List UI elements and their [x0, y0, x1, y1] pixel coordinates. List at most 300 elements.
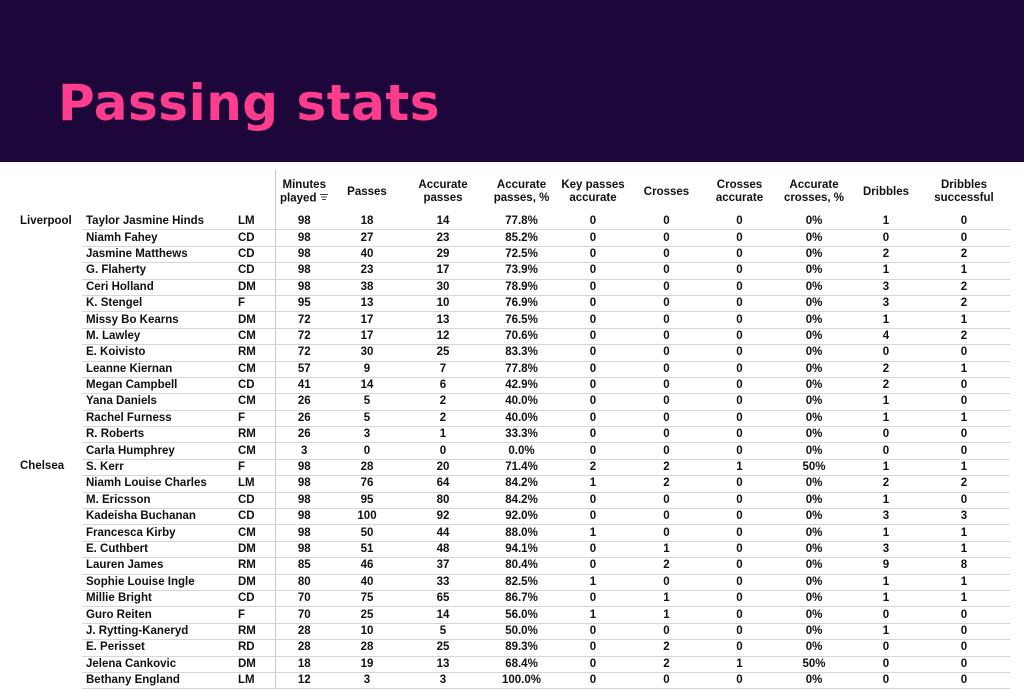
player-position: F — [236, 410, 275, 426]
stat-cell: 0 — [705, 541, 774, 557]
stat-cell: 98 — [275, 525, 333, 541]
player-name: R. Roberts — [82, 427, 236, 443]
stat-cell: 28 — [333, 640, 401, 656]
stat-cell: 0 — [558, 214, 628, 230]
stat-cell: 88.0% — [485, 525, 558, 541]
stat-cell: 73.9% — [485, 263, 558, 279]
stat-cell: 77.8% — [485, 214, 558, 230]
stat-cell: 0 — [558, 361, 628, 377]
player-position: DM — [236, 574, 275, 590]
table-row — [14, 427, 1010, 443]
stat-cell: 40 — [333, 574, 401, 590]
stat-cell: 0 — [628, 574, 705, 590]
stat-cell: 0 — [705, 394, 774, 410]
stat-cell: 0 — [558, 377, 628, 393]
stat-cell: 89.3% — [485, 640, 558, 656]
stat-cell: 0 — [705, 263, 774, 279]
player-position: DM — [236, 279, 275, 295]
stat-cell: 30 — [333, 345, 401, 361]
player-position: RM — [236, 558, 275, 574]
table-row — [14, 328, 1010, 344]
stat-cell: 0 — [705, 672, 774, 688]
player-position: RD — [236, 640, 275, 656]
stat-cell: 0 — [918, 377, 1010, 393]
stat-cell: 3 — [918, 509, 1010, 525]
stat-cell: 28 — [275, 623, 333, 639]
stat-cell: 0 — [705, 509, 774, 525]
stat-cell: 1 — [854, 574, 918, 590]
column-header-3 — [401, 170, 485, 214]
stat-cell: 98 — [275, 246, 333, 262]
column-header-8 — [774, 170, 854, 214]
stat-cell: 0 — [705, 377, 774, 393]
stat-cell: 77.8% — [485, 361, 558, 377]
table-row — [14, 345, 1010, 361]
stat-cell: 0 — [628, 214, 705, 230]
stat-cell: 8 — [918, 558, 1010, 574]
stat-cell: 68.4% — [485, 656, 558, 672]
stat-cell: 98 — [275, 509, 333, 525]
stat-cell: 41 — [275, 377, 333, 393]
column-header-label: Crosses — [643, 185, 690, 198]
stat-cell: 1 — [854, 525, 918, 541]
stat-cell: 0 — [705, 427, 774, 443]
stat-cell: 14 — [333, 377, 401, 393]
passing-stats-table — [14, 170, 1010, 689]
stat-cell: 50 — [333, 525, 401, 541]
stat-cell: 17 — [333, 312, 401, 328]
stat-cell: 0 — [854, 607, 918, 623]
stat-cell: 82.5% — [485, 574, 558, 590]
stat-cell: 50.0% — [485, 623, 558, 639]
stat-cell: 83.3% — [485, 345, 558, 361]
stat-cell: 3 — [854, 509, 918, 525]
player-position: CD — [236, 590, 275, 606]
stat-cell: 0 — [558, 509, 628, 525]
stat-cell: 1 — [854, 410, 918, 426]
stat-cell: 26 — [275, 427, 333, 443]
stat-cell: 0 — [854, 443, 918, 459]
stat-cell: 85 — [275, 558, 333, 574]
player-name: Carla Humphrey — [82, 443, 236, 459]
stat-cell: 0% — [774, 525, 854, 541]
stat-cell: 0 — [558, 312, 628, 328]
stat-cell: 3 — [401, 672, 485, 688]
stat-cell: 50% — [774, 459, 854, 475]
stat-cell: 0 — [705, 295, 774, 311]
table-row — [14, 558, 1010, 574]
stat-cell: 0 — [558, 492, 628, 508]
stat-cell: 0 — [918, 394, 1010, 410]
stat-cell: 13 — [401, 656, 485, 672]
table-row — [14, 410, 1010, 426]
stat-cell: 40 — [333, 246, 401, 262]
player-name: Megan Campbell — [82, 377, 236, 393]
stat-cell: 98 — [275, 230, 333, 246]
stat-cell: 1 — [628, 590, 705, 606]
player-name: Ceri Holland — [82, 279, 236, 295]
stat-cell: 0% — [774, 377, 854, 393]
player-name: Kadeisha Buchanan — [82, 509, 236, 525]
stat-cell: 95 — [333, 492, 401, 508]
table-row — [14, 279, 1010, 295]
stat-cell: 0% — [774, 492, 854, 508]
stat-cell: 0 — [705, 590, 774, 606]
stat-cell: 80.4% — [485, 558, 558, 574]
stat-cell: 0 — [628, 279, 705, 295]
stat-cell: 17 — [333, 328, 401, 344]
stat-cell: 17 — [401, 263, 485, 279]
stat-cell: 1 — [628, 541, 705, 557]
stat-cell: 98 — [275, 279, 333, 295]
player-name: Bethany England — [82, 672, 236, 688]
stat-cell: 1 — [918, 312, 1010, 328]
stat-cell: 0% — [774, 443, 854, 459]
column-header-label: Accurate passes — [418, 179, 468, 204]
stat-cell: 2 — [854, 361, 918, 377]
stat-cell: 0% — [774, 541, 854, 557]
column-header-7 — [705, 170, 774, 214]
player-name: M. Ericsson — [82, 492, 236, 508]
stat-cell: 0 — [705, 476, 774, 492]
stat-cell: 70.6% — [485, 328, 558, 344]
stat-cell: 0 — [628, 230, 705, 246]
stat-cell: 95 — [275, 295, 333, 311]
stat-cell: 9 — [333, 361, 401, 377]
stat-cell: 10 — [333, 623, 401, 639]
stat-cell: 0% — [774, 279, 854, 295]
stat-cell: 30 — [401, 279, 485, 295]
stat-cell: 2 — [918, 295, 1010, 311]
stat-cell: 98 — [275, 263, 333, 279]
player-position: CM — [236, 525, 275, 541]
stat-cell: 50% — [774, 656, 854, 672]
stat-cell: 100.0% — [485, 672, 558, 688]
stat-cell: 1 — [558, 476, 628, 492]
page-title: Passing stats — [58, 74, 441, 132]
player-name: K. Stengel — [82, 295, 236, 311]
column-header-6 — [628, 170, 705, 214]
table-body — [14, 214, 1010, 689]
player-position: CD — [236, 246, 275, 262]
stat-cell: 3 — [854, 541, 918, 557]
stat-cell: 0 — [705, 607, 774, 623]
stat-cell: 10 — [401, 295, 485, 311]
player-position: CM — [236, 328, 275, 344]
stat-cell: 0 — [558, 230, 628, 246]
table-row — [14, 312, 1010, 328]
column-header-2 — [333, 170, 401, 214]
stat-cell: 1 — [854, 312, 918, 328]
stat-cell: 0 — [628, 246, 705, 262]
stat-cell: 0 — [628, 410, 705, 426]
table-header-row — [14, 170, 1010, 214]
table-row — [14, 459, 1010, 475]
stat-cell: 0 — [558, 345, 628, 361]
stat-cell: 14 — [401, 607, 485, 623]
player-position: RM — [236, 427, 275, 443]
table-row — [14, 246, 1010, 262]
stat-cell: 33 — [401, 574, 485, 590]
stat-cell: 0 — [558, 427, 628, 443]
stat-cell: 2 — [628, 656, 705, 672]
stat-cell: 28 — [333, 459, 401, 475]
stat-cell: 0% — [774, 672, 854, 688]
column-header-label: Passes — [347, 185, 387, 198]
stat-cell: 1 — [854, 590, 918, 606]
stat-cell: 1 — [558, 607, 628, 623]
stat-cell: 29 — [401, 246, 485, 262]
stat-cell: 0 — [558, 640, 628, 656]
stat-cell: 3 — [333, 672, 401, 688]
stat-cell: 76 — [333, 476, 401, 492]
stat-cell: 64 — [401, 476, 485, 492]
player-name: Jasmine Matthews — [82, 246, 236, 262]
column-header-9 — [854, 170, 918, 214]
stat-cell: 2 — [401, 410, 485, 426]
stat-cell: 1 — [918, 574, 1010, 590]
stat-cell: 0 — [558, 656, 628, 672]
stat-cell: 13 — [333, 295, 401, 311]
stat-cell: 40.0% — [485, 410, 558, 426]
stat-cell: 0 — [918, 443, 1010, 459]
stat-cell: 0% — [774, 230, 854, 246]
stat-cell: 12 — [401, 328, 485, 344]
stat-cell: 18 — [275, 656, 333, 672]
column-header-5 — [558, 170, 628, 214]
stat-cell: 75 — [333, 590, 401, 606]
stat-cell: 0 — [558, 295, 628, 311]
stat-cell: 0% — [774, 558, 854, 574]
table-row — [14, 394, 1010, 410]
table-row — [14, 607, 1010, 623]
stat-cell: 0% — [774, 623, 854, 639]
stat-cell: 1 — [918, 525, 1010, 541]
stat-cell: 70 — [275, 607, 333, 623]
stat-cell: 0 — [628, 361, 705, 377]
stat-cell: 0 — [705, 312, 774, 328]
stat-cell: 72 — [275, 345, 333, 361]
team-column-header — [14, 170, 82, 214]
table-row — [14, 574, 1010, 590]
stat-cell: 0% — [774, 640, 854, 656]
stat-cell: 0 — [558, 394, 628, 410]
stat-cell: 85.2% — [485, 230, 558, 246]
stat-cell: 1 — [918, 459, 1010, 475]
stat-cell: 0 — [628, 394, 705, 410]
column-header-label: Dribbles — [862, 185, 909, 198]
stat-cell: 0% — [774, 427, 854, 443]
player-position: RM — [236, 345, 275, 361]
stat-cell: 92 — [401, 509, 485, 525]
stat-cell: 0 — [705, 246, 774, 262]
player-position: DM — [236, 541, 275, 557]
stat-cell: 14 — [401, 214, 485, 230]
stat-cell: 80 — [275, 574, 333, 590]
stat-cell: 37 — [401, 558, 485, 574]
stat-cell: 0 — [628, 672, 705, 688]
stat-cell: 2 — [628, 558, 705, 574]
stat-cell: 0 — [558, 443, 628, 459]
stat-cell: 98 — [275, 214, 333, 230]
stat-cell: 0 — [628, 328, 705, 344]
player-name: Yana Daniels — [82, 394, 236, 410]
sort-icon[interactable] — [320, 192, 328, 205]
stat-cell: 57 — [275, 361, 333, 377]
table-row — [14, 263, 1010, 279]
table-row — [14, 656, 1010, 672]
stat-cell: 25 — [401, 345, 485, 361]
stat-cell: 0 — [628, 312, 705, 328]
player-position: F — [236, 295, 275, 311]
stat-cell: 0% — [774, 214, 854, 230]
player-position: CM — [236, 394, 275, 410]
stat-cell: 2 — [854, 476, 918, 492]
stat-cell: 13 — [401, 312, 485, 328]
stat-cell: 0 — [918, 230, 1010, 246]
player-position: CD — [236, 509, 275, 525]
table-row — [14, 590, 1010, 606]
stat-cell: 9 — [854, 558, 918, 574]
table-row — [14, 509, 1010, 525]
stat-cell: 0 — [628, 345, 705, 361]
stat-cell: 0 — [918, 656, 1010, 672]
stat-cell: 1 — [854, 263, 918, 279]
player-position: CM — [236, 443, 275, 459]
stat-cell: 0 — [628, 509, 705, 525]
stat-cell: 1 — [705, 656, 774, 672]
stat-cell: 26 — [275, 410, 333, 426]
stat-cell: 0 — [558, 672, 628, 688]
stat-cell: 1 — [918, 361, 1010, 377]
stat-cell: 0 — [628, 623, 705, 639]
stat-cell: 0 — [628, 295, 705, 311]
player-name: Guro Reiten — [82, 607, 236, 623]
stat-cell: 0 — [628, 427, 705, 443]
stat-cell: 84.2% — [485, 476, 558, 492]
table-row — [14, 640, 1010, 656]
stat-cell: 51 — [333, 541, 401, 557]
stat-cell: 44 — [401, 525, 485, 541]
table-row — [14, 541, 1010, 557]
stat-cell: 0 — [628, 492, 705, 508]
stat-cell: 2 — [918, 328, 1010, 344]
player-position: CD — [236, 263, 275, 279]
stat-cell: 2 — [918, 246, 1010, 262]
player-position: LM — [236, 214, 275, 230]
column-header-1[interactable] — [275, 170, 333, 214]
stat-cell: 0% — [774, 246, 854, 262]
stat-cell: 0 — [333, 443, 401, 459]
stat-cell: 2 — [401, 394, 485, 410]
stat-cell: 98 — [275, 476, 333, 492]
player-name: E. Perisset — [82, 640, 236, 656]
stat-cell: 0 — [705, 623, 774, 639]
table-row — [14, 377, 1010, 393]
player-position: LM — [236, 672, 275, 688]
stat-cell: 0 — [558, 558, 628, 574]
stat-cell: 0 — [854, 640, 918, 656]
stat-cell: 0% — [774, 607, 854, 623]
player-name: Leanne Kiernan — [82, 361, 236, 377]
stat-cell: 1 — [918, 590, 1010, 606]
stat-cell: 4 — [854, 328, 918, 344]
player-name: M. Lawley — [82, 328, 236, 344]
player-position: CD — [236, 492, 275, 508]
player-name: E. Cuthbert — [82, 541, 236, 557]
stat-cell: 72.5% — [485, 246, 558, 262]
stat-cell: 2 — [918, 476, 1010, 492]
table-row — [14, 443, 1010, 459]
column-header-4 — [485, 170, 558, 214]
stat-cell: 0 — [854, 345, 918, 361]
stat-cell: 23 — [333, 263, 401, 279]
stat-cell: 3 — [854, 279, 918, 295]
player-position: RM — [236, 623, 275, 639]
column-header-label: Accurate passes, % — [493, 179, 550, 204]
player-name: E. Koivisto — [82, 345, 236, 361]
stat-cell: 1 — [918, 263, 1010, 279]
stat-cell: 6 — [401, 377, 485, 393]
player-name: Francesca Kirby — [82, 525, 236, 541]
stat-cell: 28 — [275, 640, 333, 656]
stat-cell: 0 — [628, 443, 705, 459]
stat-cell: 71.4% — [485, 459, 558, 475]
player-name: Sophie Louise Ingle — [82, 574, 236, 590]
stat-cell: 0% — [774, 328, 854, 344]
stat-cell: 76.5% — [485, 312, 558, 328]
stat-cell: 94.1% — [485, 541, 558, 557]
stat-cell: 100 — [333, 509, 401, 525]
stat-cell: 38 — [333, 279, 401, 295]
player-position: F — [236, 607, 275, 623]
player-name: Niamh Louise Charles — [82, 476, 236, 492]
stat-cell: 1 — [854, 394, 918, 410]
stat-cell: 5 — [333, 394, 401, 410]
stat-cell: 0 — [918, 214, 1010, 230]
stat-cell: 80 — [401, 492, 485, 508]
player-position: F — [236, 459, 275, 475]
stat-cell: 0 — [558, 279, 628, 295]
stat-cell: 0 — [918, 427, 1010, 443]
stat-cell: 0 — [918, 345, 1010, 361]
stat-cell: 7 — [401, 361, 485, 377]
stat-cell: 0 — [918, 623, 1010, 639]
stat-cell: 3 — [333, 427, 401, 443]
player-position: DM — [236, 312, 275, 328]
stat-cell: 0 — [918, 640, 1010, 656]
player-name: Lauren James — [82, 558, 236, 574]
stat-cell: 0 — [854, 230, 918, 246]
stat-cell: 0 — [705, 279, 774, 295]
column-header-label: Minutes played — [280, 178, 326, 205]
table-row — [14, 672, 1010, 688]
stat-cell: 0 — [705, 361, 774, 377]
stat-cell: 1 — [918, 541, 1010, 557]
player-name: Missy Bo Kearns — [82, 312, 236, 328]
stat-cell: 0% — [774, 361, 854, 377]
stat-cell: 56.0% — [485, 607, 558, 623]
stat-cell: 1 — [401, 427, 485, 443]
column-header-label: Dribbles successful — [934, 179, 994, 204]
player-column-header — [82, 170, 236, 214]
player-position: CD — [236, 377, 275, 393]
stat-cell: 42.9% — [485, 377, 558, 393]
stat-cell: 0% — [774, 509, 854, 525]
team-name: Liverpool — [20, 215, 72, 227]
stat-cell: 0 — [628, 377, 705, 393]
stats-card — [14, 162, 1010, 687]
